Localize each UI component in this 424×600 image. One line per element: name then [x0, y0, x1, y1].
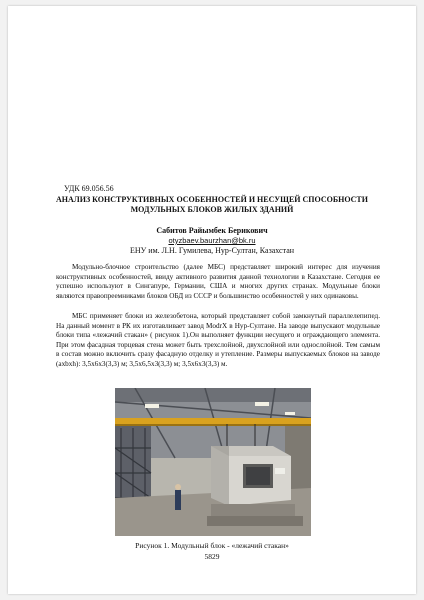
udc-code: УДК 69.056.56 [64, 184, 114, 193]
paragraph-blocks: МБС применяет блоки из железобетона, который представляет собой замкнутый параллелепипед. На данный момент в РК их изготавливает завод ModrX в Нур-Султане. На заводе выпускают модульные блоки типа «лежачий стакан» ( рисунок 1).Он выполняет функции несущего и ограждающего элемента. При этом фасадная торцевая стена может быть трехслойной, двухслойной или однослойной. Тем самым в состав можно включить сразу фасадную отделку и утепление. Размеры выпускаемых блоков на заводе (axbxh): 3,5х6х3(3,3) м; 3,5х6,5х3(3,3) м; 3,5х6х3(3,3) м. [56, 312, 380, 368]
paper-title [48, 195, 376, 215]
page-number: 5829 [204, 552, 220, 561]
paragraph-intro: Модульно-блочное строительство (далее МБС) представляет широкий интерес для изучения конструктивных особенностей, ввиду активного развития данной технологии в Казахстане. Сегодня ее успешно используют в Сингапуре, Германии, США и многих других странах. Модульные блоки являются правопреемниками блоков ОБД из СССР и большинство особенностей у них одинаковы. [56, 263, 380, 300]
figure-caption: Рисунок 1. Модульный блок - «лежачий стакан» [135, 541, 289, 550]
author-name: Сабитов Райымбек Берикович [156, 226, 268, 235]
author-affiliation: ЕНУ им. Л.Н. Гумилева, Нур-Султан, Казахстан [129, 246, 295, 255]
title-line-2: МОДУЛЬНЫХ БЛОКОВ ЖИЛЫХ ЗДАНИЙ [130, 205, 294, 214]
figure-1-photo [115, 388, 311, 536]
paper-page [8, 6, 416, 594]
modular-block-photo-illustration [115, 388, 311, 536]
author-email-link[interactable]: otyzbaev.baurzhan@bk.ru [168, 236, 256, 245]
title-line-1: АНАЛИЗ КОНСТРУКТИВНЫХ ОСОБЕННОСТЕЙ И НЕСУЩЕЙ СПОСОБНОСТИ [56, 195, 368, 204]
